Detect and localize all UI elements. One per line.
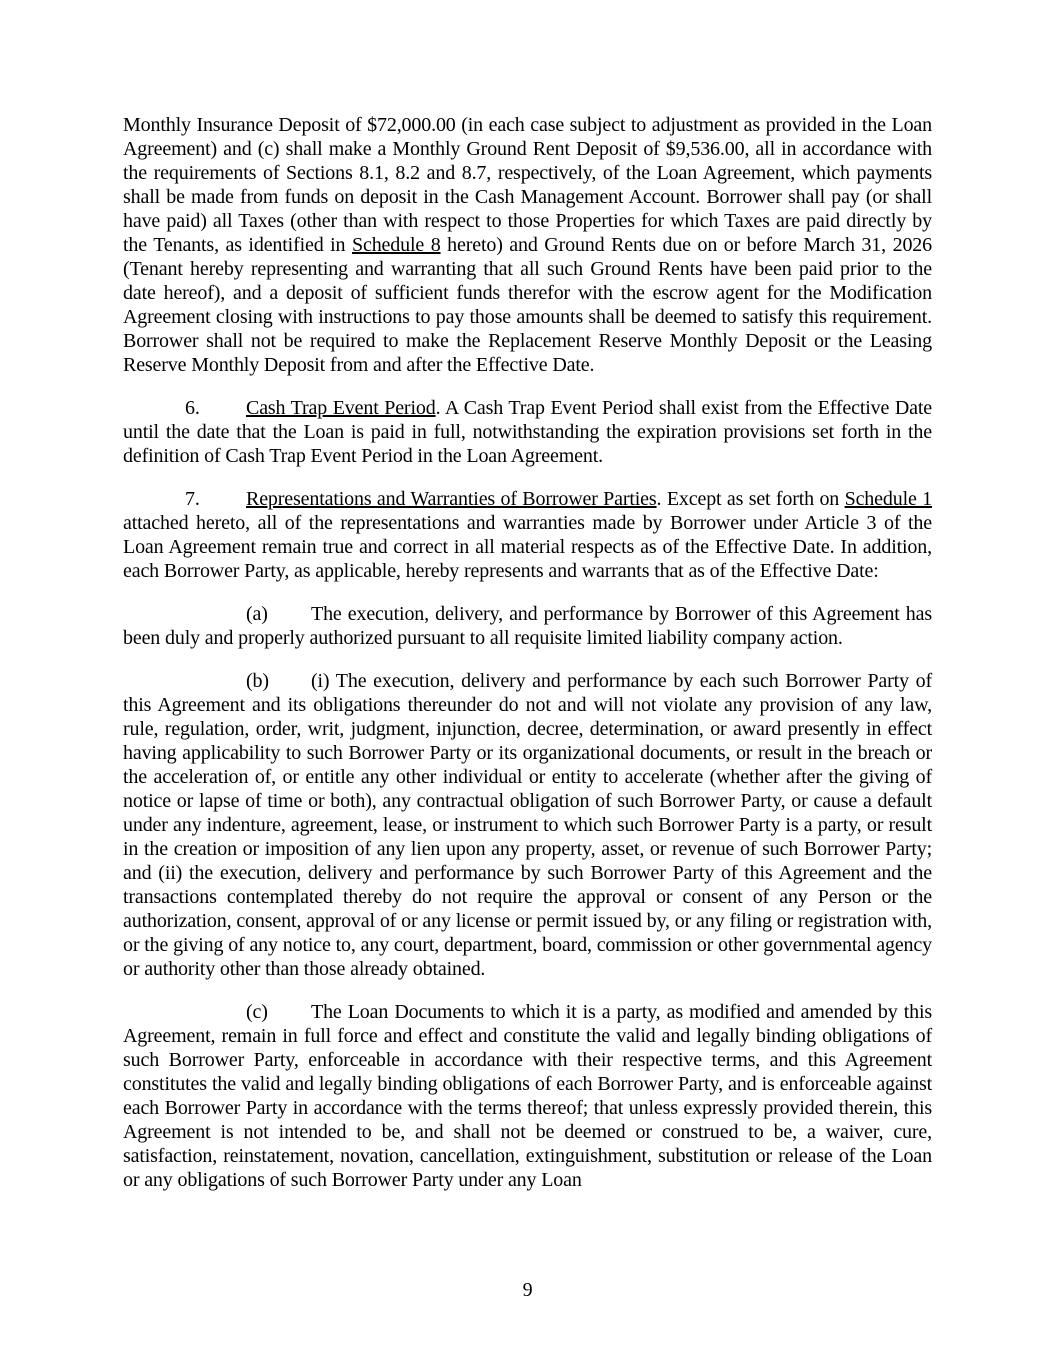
subsection-letter: (b) [246,670,269,692]
subsection-letter: (a) [246,603,268,625]
paragraph-section-6 [123,396,932,468]
paragraph-subsection-c [123,1000,932,1192]
text-run: The execution, delivery, and performance by Borrower of this Agreement has been duly and properly authorized pursuant to all requisite limited liability company action. [123,603,932,649]
subsection-letter: (c) [246,1001,268,1023]
text-run: . A Cash Trap Event Period shall exist from the Effective Date until the date that the Loan is paid in full, notwithstanding the expiration provisions set forth in the definition of Cash Trap Event Period in the Loan Agreement. [123,397,932,467]
text-run: (i) The execution, delivery and performance by each such Borrower Party of this Agreement and its obligations thereunder do not and will not violate any provision of any law, rule, regulation, order, writ, judgment, injunction, decree, determination, or award presently in effect having applicability to such Borrower Party or its organizational documents, or result in the breach or the acceleration of, or entitle any other individual or entity to accelerate (whether after the giving of notice or lapse of time or both), any contractual obligation of such Borrower Party, or cause a default under any indenture, agreement, lease, or instrument to which such Borrower Party is a party, or result in the creation or imposition of any lien upon any property, asset, or revenue of such Borrower Party; and (ii) the execution, delivery and performance by such Borrower Party of this Agreement and the transactions contemplated thereby do not require the approval or consent of any Person or the authorization, consent, approval of or any license or permit issued by, or any filing or registration with, or the giving of any notice to, any court, department, board, commission or other governmental agency or authority other than those already obtained. [123,670,932,980]
schedule-1-reference: Schedule 1 [844,488,932,510]
paragraph-subsection-a [123,602,932,650]
section-heading-cash-trap-event-period: Cash Trap Event Period [246,397,436,419]
paragraph-subsection-b [123,669,932,981]
section-heading-representations-warranties: Representations and Warranties of Borrower Parties [246,488,657,510]
section-number: 6. [185,397,200,419]
document-content [123,113,932,1192]
text-run: Monthly Insurance Deposit of $72,000.00 (in each case subject to adjustment as provided in the Loan Agreement) and (c) shall make a Monthly Ground Rent Deposit of $9,536.00, all in accordance with the requirements of Sections 8.1, 8.2 and 8.7, respectively, of the Loan Agreement, which payments shall be made from funds on deposit in the Cash Management Account. Borrower shall pay (or shall have paid) all Taxes (other than with respect to those Properties for which Taxes are paid directly by the Tenants, as identified in [123,114,932,256]
text-run: attached hereto, all of the representations and warranties made by Borrower under Article 3 of the Loan Agreement remain true and correct in all material respects as of the Effective Date. In addition, each Borrower Party, as applicable, hereby represents and warrants that as of the Effective Date: [123,512,932,582]
paragraph-continuation [123,113,932,377]
page-number: 9 [522,1279,533,1301]
text-run: The Loan Documents to which it is a party, as modified and amended by this Agreement, remain in full force and effect and constitute the valid and legally binding obligations of such Borrower Party, enforceable in accordance with their respective terms, and this Agreement constitutes the valid and legally binding obligations of each Borrower Party, and is enforceable against each Borrower Party in accordance with the terms thereof; that unless expressly provided therein, this Agreement is not intended to be, and shall not be deemed or construed to be, a waiver, cure, satisfaction, reinstatement, novation, cancellation, extinguishment, substitution or release of the Loan or any obligations of such Borrower Party under any Loan [123,1001,932,1191]
text-run: . Except as set forth on [656,488,845,510]
schedule-8-reference: Schedule 8 [352,234,441,256]
paragraph-section-7 [123,487,932,583]
text-run: hereto) and Ground Rents due on or before March 31, 2026 (Tenant hereby representing and warranting that all such Ground Rents have been paid prior to the date hereof), and a deposit of sufficient funds therefor with the escrow agent for the Modification Agreement closing with instructions to pay those amounts shall be deemed to satisfy this requirement. Borrower shall not be required to make the Replacement Reserve Monthly Deposit or the Leasing Reserve Monthly Deposit from and after the Effective Date. [123,234,932,376]
section-number: 7. [185,488,200,510]
